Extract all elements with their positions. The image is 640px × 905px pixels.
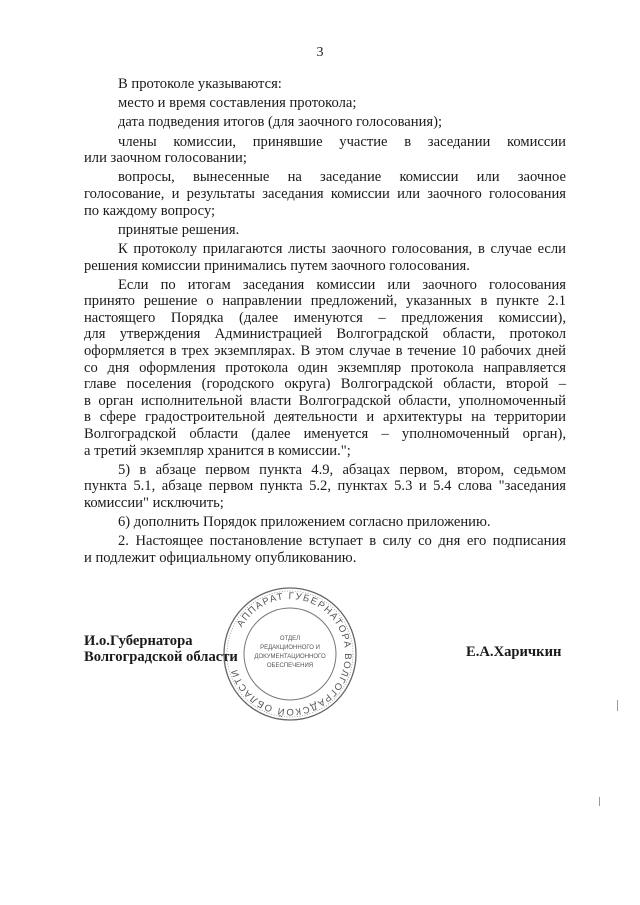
official-stamp xyxy=(220,584,360,724)
signatory-position xyxy=(84,633,238,665)
text-line: К протоколу прилагаются листы заочного голосования, в случае если xyxy=(118,240,566,257)
paragraph-voting-sheets xyxy=(84,241,566,274)
paragraph-item-5 xyxy=(84,462,566,512)
paragraph-results-date xyxy=(84,114,566,131)
paragraph-proposals xyxy=(84,277,566,460)
text-line: место и время составления протокола; xyxy=(118,95,357,112)
paragraph-effective-date xyxy=(84,533,566,566)
text-line: пункта 5.1, абзаце первом пункта 5.2, пунктах 5.3 и 5.4 слова "заседания xyxy=(84,478,566,495)
text-line: в сфере градостроительной деятельности и архитектуры на территории xyxy=(84,409,566,426)
text-line: оформляется в трех экземплярах. В этом случае в течение 10 рабочих дней xyxy=(84,343,566,360)
text-line: Волгоградской области (далее именуется – уполномоченный орган), xyxy=(84,426,566,443)
signatory-name: Е.А.Харичкин xyxy=(466,644,562,660)
text-line: принято решение о направлении предложений, указанных в пункте 2.1 xyxy=(84,293,566,310)
text-line: 6) дополнить Порядок приложением согласно приложению. xyxy=(118,514,491,531)
stamp-center-line: ДОКУМЕНТАЦИОННОГО xyxy=(254,654,326,660)
text-line: по каждому вопросу; xyxy=(84,202,216,219)
text-line: 2. Настоящее постановление вступает в силу со дня его подписания xyxy=(118,533,566,550)
text-line: или заочном голосовании; xyxy=(84,150,247,167)
text-line: В протоколе указываются: xyxy=(118,76,282,92)
stamp-center-line: РЕДАКЦИОННОГО И xyxy=(260,645,320,651)
stamp-center-line: ОТДЕЛ xyxy=(279,636,301,642)
document-body xyxy=(84,76,566,569)
text-line: Если по итогам заседания комиссии или заочного голосования xyxy=(118,276,566,293)
text-line: комиссии" исключить; xyxy=(84,495,224,511)
signatory-position-line: Волгоградской области xyxy=(84,649,238,665)
text-line: голосование, и результаты заседания комиссии или заочного голосования xyxy=(84,185,566,202)
text-line: и подлежит официальному опубликованию. xyxy=(84,549,357,566)
text-line: принятые решения. xyxy=(118,221,240,238)
paragraph-questions xyxy=(84,169,566,219)
text-line: дата подведения итогов (для заочного голосования); xyxy=(118,114,443,131)
stamp-ring-text: АППАРАТ ГУБЕРНАТОРА ВОЛГОГРАДСКОЙ ОБЛАСТИ xyxy=(229,590,354,718)
text-line: главе поселения (городского округа) Волгоградской области, второй – xyxy=(84,376,566,393)
text-line: 5) в абзаце первом пункта 4.9, абзацах первом, втором, седьмом xyxy=(118,461,566,478)
signatory-position-line: И.о.Губернатора xyxy=(84,633,193,649)
stamp-center-line: ОБЕСПЕЧЕНИЯ xyxy=(266,663,314,669)
paragraph-decisions xyxy=(84,222,566,239)
paragraph-members xyxy=(84,134,566,167)
text-line: вопросы, вынесенные на заседание комиссии или заочное xyxy=(118,169,566,186)
page-number: 3 xyxy=(316,45,324,60)
text-line: для утверждения Администрацией Волгоградской области, протокол xyxy=(84,326,566,343)
paragraph-protocol-intro xyxy=(84,76,566,93)
text-line: со дня оформления протокола один экземпляр протокола направляется xyxy=(84,359,566,376)
text-line: члены комиссии, принявшие участие в заседании комиссии xyxy=(118,133,566,150)
text-line: в орган исполнительной власти Волгоградской области, уполномоченный xyxy=(84,392,566,409)
paragraph-item-6 xyxy=(84,514,566,531)
text-line: настоящего Порядка (далее именуются – предложения комиссии), xyxy=(84,309,566,326)
scan-artifact xyxy=(617,700,618,711)
scan-artifact xyxy=(599,797,600,806)
paragraph-place-time xyxy=(84,95,566,112)
text-line: а третий экземпляр хранится в комиссии."; xyxy=(84,442,351,459)
text-line: решения комиссии принимались путем заочного голосования. xyxy=(84,257,470,274)
